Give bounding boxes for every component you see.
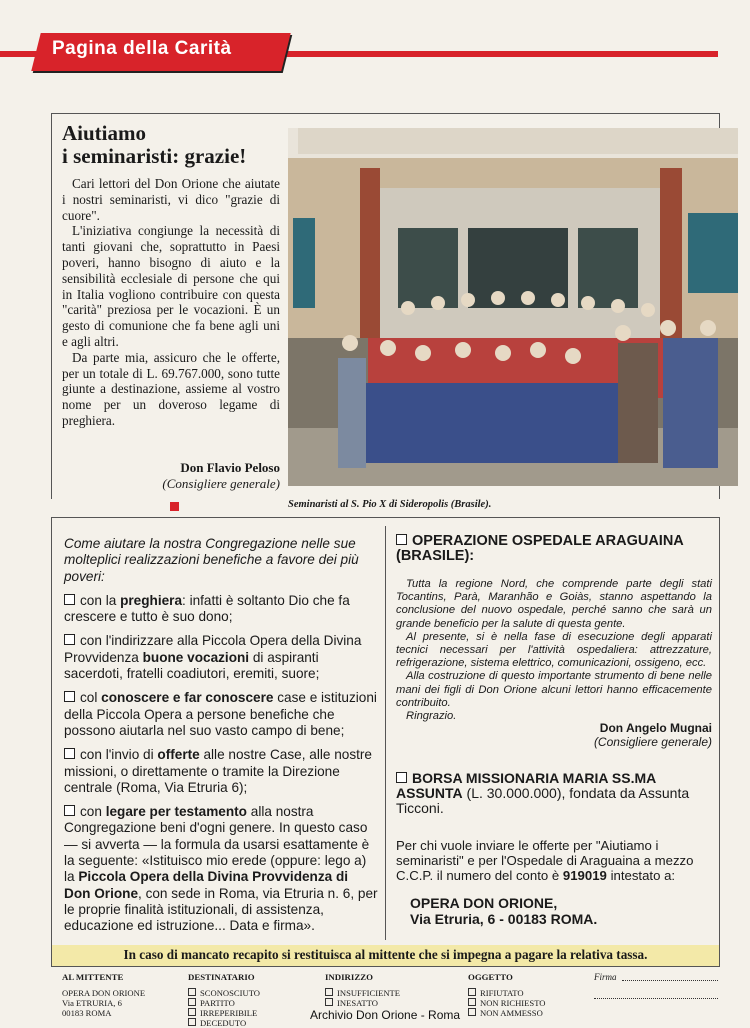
borsa-missionaria: BORSA MISSIONARIA MARIA SS.MA ASSUNTA (L. 30.000.000), fondata da Assunta Ticconi. <box>396 770 690 817</box>
checkbox-icon <box>188 1018 196 1026</box>
column-divider <box>385 526 386 940</box>
article-title: Aiutiamo i seminaristi: grazie! <box>62 121 247 168</box>
article-paragraph: Da parte mia, assicuro che le offerte, per un totale di L. 69.767.000, sono tutte giunte a destinazione, assieme al vostro nome per un doveroso legame di preghiera. <box>62 349 280 428</box>
checkbox-icon <box>64 634 75 645</box>
footer-destinatario: DESTINATARIO SCONOSCIUTO PARTITO IRREPERIBILE DECEDUTO <box>188 972 261 1028</box>
how-to-help-intro: Come aiutare la nostra Congregazione nelle sue molteplici realizzazioni benefiche a favore dei più poveri: <box>64 536 359 584</box>
article-paragraph: L'iniziativa congiunge la necessità di tanti giovani che, soprattutto in Paesi poveri, hanno bisogno di aiuto e la sensibilità ecclesiale di persone che qui in Italia vogliono contribuire con questa "carità" preziosa per le vocazioni. È un gesto di comunione che fa bene agli uni e agli altri. <box>62 223 280 349</box>
checkbox-icon <box>325 998 333 1006</box>
checkbox-icon <box>64 691 75 702</box>
hospital-body: Tutta la regione Nord, che comprende parte degli stati Tocantins, Parà, Maranhão e Goiàs, stanno aspettando la conclusione del nuovo ospedale, perché sanno che sarà un grande beneficio per la salute di questa gente. Al presente, si è nella fase di esecuzione degli apparati tecnici necessari per l'attività ospedaliera: attrezzature, refrigerazione, sistema elettrico, comunicazioni, ossigeno, ecc. Alla costruzione di questo importante strumento di bene nelle mani dei figli di Don Orione alcuni lettori hanno efficacemente contribuito. Ringrazio. <box>396 578 712 723</box>
photo-caption: Seminaristi al S. Pio X di Sideropolis (Brasile). <box>288 499 492 510</box>
checkbox-icon <box>188 988 196 996</box>
checkbox-icon <box>188 998 196 1006</box>
help-item: col conoscere e far conoscere case e istituzioni della Piccola Opera a persone benefiche che possono aiutarla nel suo vasto campo di bene; <box>64 690 377 738</box>
footer-indirizzo: INDIRIZZO INSUFFICIENTE INESATTO <box>325 972 401 1008</box>
signature-line <box>594 998 718 999</box>
checkbox-icon <box>396 534 407 545</box>
caption-marker <box>170 502 179 511</box>
help-item: con legare per testamento alla nostra Congregazione beni d'ogni genere. In questo caso — si avverta — la formula da usarsi esattamente è la seguente: «Istituisco mio erede (oppure: lego a) la Piccola Opera della Divina Provvidenza di Don Orione, con sede in Roma, via Etruria n. 6, per le proprie finalità istituzionali, di assistenza, educazione ed istruzione... Data e firma». <box>64 804 378 934</box>
article-body <box>62 176 280 429</box>
checkbox-icon <box>396 772 407 783</box>
footer-oggetto: OGGETTO RIFIUTATO NON RICHIESTO NON AMMESSO <box>468 972 546 1018</box>
archive-watermark: Archivio Don Orione - Roma <box>310 1008 461 1022</box>
right-column <box>396 534 712 927</box>
footer-firma-label: Firma <box>594 972 617 982</box>
checkbox-icon <box>468 988 476 996</box>
checkbox-icon <box>468 1008 476 1016</box>
how-to-help <box>64 536 378 943</box>
signature-line <box>622 980 718 981</box>
checkbox-icon <box>64 748 75 759</box>
donation-address: OPERA DON ORIONE, Via Etruria, 6 - 00183 ROMA. <box>410 895 598 928</box>
footer-mittente: AL MITTENTE OPERA DON ORIONE Via ETRURIA, 6 00183 ROMA <box>62 972 146 1018</box>
article-signature: Don Flavio Peloso (Consigliere generale) <box>162 460 280 491</box>
checkbox-icon <box>468 998 476 1006</box>
help-item: con la preghiera: infatti è soltanto Dio che fa crescere e tutto è suo dono; <box>64 592 350 625</box>
article-paragraph: Cari lettori del Don Orione che aiutate i nostri seminaristi, vi dico "grazie di cuore". <box>62 176 280 223</box>
hospital-signature: Don Angelo Mugnai (Consigliere generale) <box>593 721 712 750</box>
checkbox-icon <box>64 594 75 605</box>
page-section-title: Pagina della Carità <box>52 38 232 59</box>
checkbox-icon <box>325 988 333 996</box>
return-notice: In caso di mancato recapito si restituisca al mittente che si impegna a pagare la relativa tassa. <box>51 945 720 967</box>
checkbox-icon <box>188 1008 196 1016</box>
help-item: con l'invio di offerte alle nostre Case, alle nostre missioni, o direttamente o tramite la Direzione centrale (Roma, Via Etruria 6); <box>64 747 372 795</box>
help-item: con l'indirizzare alla Piccola Opera della Divina Provvidenza buone vocazioni di aspiranti sacerdoti, fratelli coadiutori, eremiti, suore; <box>64 633 362 682</box>
checkbox-icon <box>64 805 75 816</box>
donation-info: Per chi vuole inviare le offerte per "Aiutiamo i seminaristi" e per l'Ospedale di Araguaina a mezzo C.C.P. il numero del conto è 919019 intestato a: <box>396 838 694 884</box>
hospital-heading: OPERAZIONE OSPEDALE ARAGUAINA (BRASILE): <box>396 533 684 564</box>
seminarians-photo <box>288 128 738 486</box>
